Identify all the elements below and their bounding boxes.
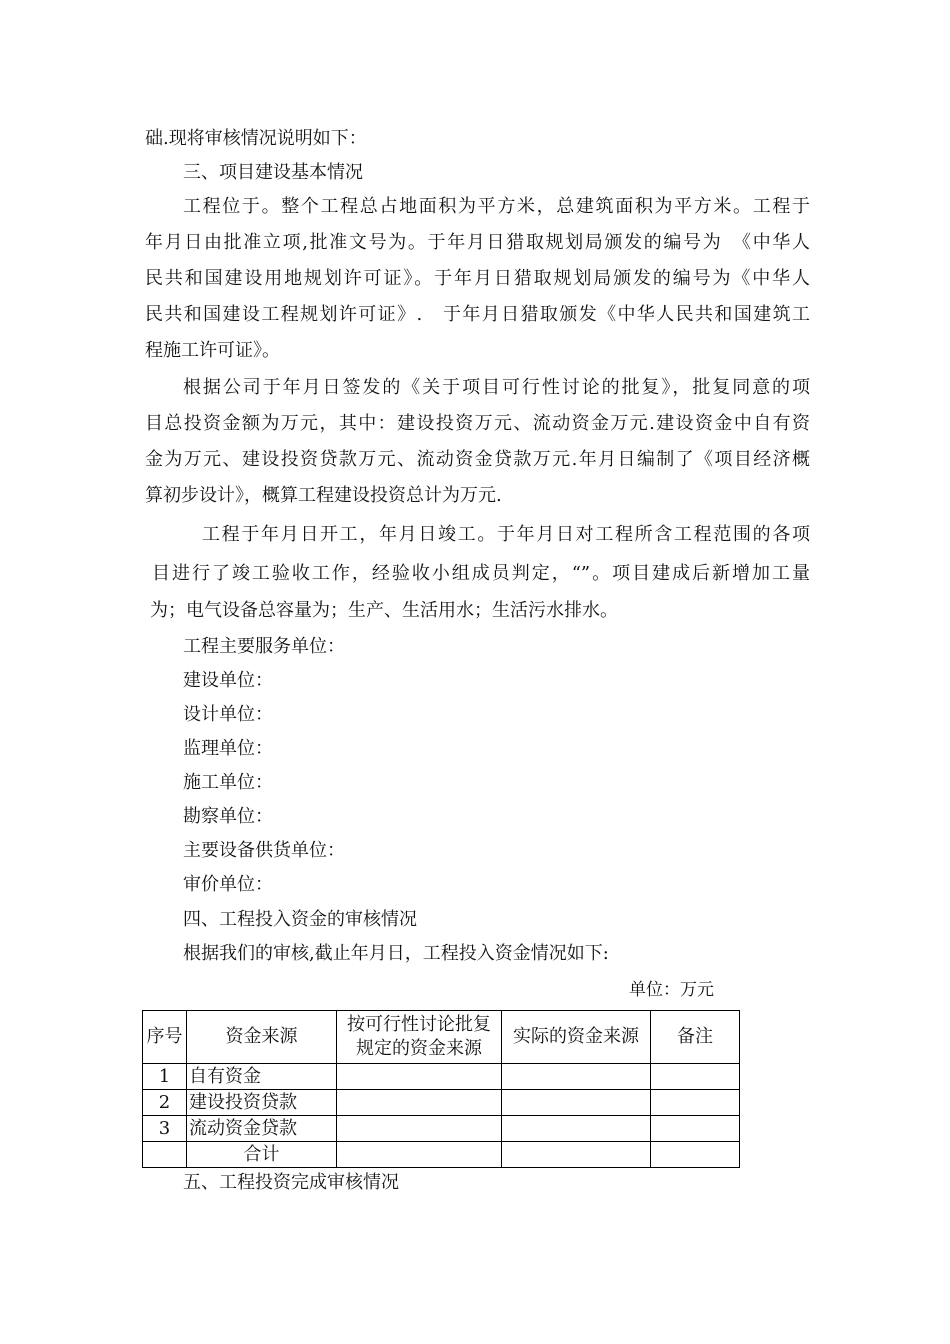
row-approved-cell	[337, 1116, 502, 1142]
row-index: 3	[143, 1116, 187, 1142]
table-row	[143, 1116, 740, 1142]
row-actual-cell	[502, 1116, 651, 1142]
paragraph-line: 工程于年月日开工，年月日竣工。于年月日对工程所含工程范围的各项	[202, 524, 810, 545]
paragraph-line: 民共和国建设用地规划许可证》。于年月日猎取规划局颁发的编号为《中华人	[145, 268, 810, 289]
section-heading-5: 五、工程投资完成审核情况	[183, 1172, 399, 1193]
header-approved-source: 按可行性讨论批复规定的资金来源	[337, 1011, 502, 1064]
paragraph-line: 年月日由批准立项,批准文号为。于年月日猎取规划局颁发的编号为 《中华人	[145, 232, 810, 253]
row-source: 自有资金	[187, 1064, 337, 1090]
unit-supervision: 监理单位：	[183, 738, 273, 759]
unit-design: 设计单位：	[183, 704, 273, 725]
paragraph-line: 程施工许可证》。	[145, 340, 280, 361]
row-approved-cell	[337, 1142, 502, 1168]
row-remark-cell	[651, 1090, 740, 1116]
paragraph-line: 目进行了竣工验收工作，经验收小组成员判定，“”。项目建成后新增加工量	[152, 563, 810, 584]
header-remark: 备注	[651, 1011, 740, 1064]
paragraph-line: 民共和国建设工程规划许可证》. 于年月日猎取颁发《中华人民共和国建筑工	[145, 304, 810, 325]
row-source: 流动资金贷款	[187, 1116, 337, 1142]
row-actual-cell	[502, 1064, 651, 1090]
row-remark-cell	[651, 1064, 740, 1090]
table-row	[143, 1090, 740, 1116]
row-total-label: 合计	[187, 1142, 337, 1168]
table-total-row	[143, 1142, 740, 1168]
unit-equipment-supplier: 主要设备供货单位：	[183, 840, 345, 861]
paragraph-line: 目总投资金额为万元，其中：建设投资万元、流动资金万元.建设资金中自有资	[145, 413, 810, 434]
section-heading-3: 三、项目建设基本情况	[183, 162, 363, 183]
unit-construction: 建设单位：	[183, 670, 273, 691]
section-heading-4: 四、工程投入资金的审核情况	[183, 909, 417, 930]
paragraph-continuation: 础.现将审核情况说明如下：	[145, 128, 367, 149]
unit-building: 施工单位：	[183, 772, 273, 793]
fund-source-table	[142, 1010, 740, 1168]
paragraph-line: 根据我们的审核,截止年月日，工程投入资金情况如下:	[183, 943, 609, 964]
paragraph-line: 金为万元、建设投资贷款万元、流动资金贷款万元.年月日编制了《项目经济概	[145, 449, 810, 470]
paragraph-line: 根据公司于年月日签发的《关于项目可行性讨论的批复》，批复同意的项	[183, 377, 810, 398]
paragraph-line: 工程位于。整个工程总占地面积为平方米，总建筑面积为平方米。工程于	[183, 196, 810, 217]
row-actual-cell	[502, 1142, 651, 1168]
unit-price-audit: 审价单位：	[183, 874, 273, 895]
header-actual-source: 实际的资金来源	[502, 1011, 651, 1064]
paragraph-line: 算初步设计》，概算工程建设投资总计为万元.	[145, 485, 502, 506]
row-index: 1	[143, 1064, 187, 1090]
row-source: 建设投资贷款	[187, 1090, 337, 1116]
row-index	[143, 1142, 187, 1168]
row-index: 2	[143, 1090, 187, 1116]
row-remark-cell	[651, 1116, 740, 1142]
table-row	[143, 1064, 740, 1090]
paragraph-line: 为；电气设备总容量为；生产、生活用水；生活污水排水。	[150, 600, 618, 621]
row-approved-cell	[337, 1064, 502, 1090]
table-header-row	[143, 1011, 740, 1064]
header-source: 资金来源	[187, 1011, 337, 1064]
unit-survey: 勘察单位：	[183, 806, 273, 827]
unit-label: 单位：万元	[629, 980, 714, 1000]
row-approved-cell	[337, 1090, 502, 1116]
service-units-label: 工程主要服务单位：	[183, 636, 345, 657]
header-index: 序号	[143, 1011, 187, 1064]
row-remark-cell	[651, 1142, 740, 1168]
row-actual-cell	[502, 1090, 651, 1116]
